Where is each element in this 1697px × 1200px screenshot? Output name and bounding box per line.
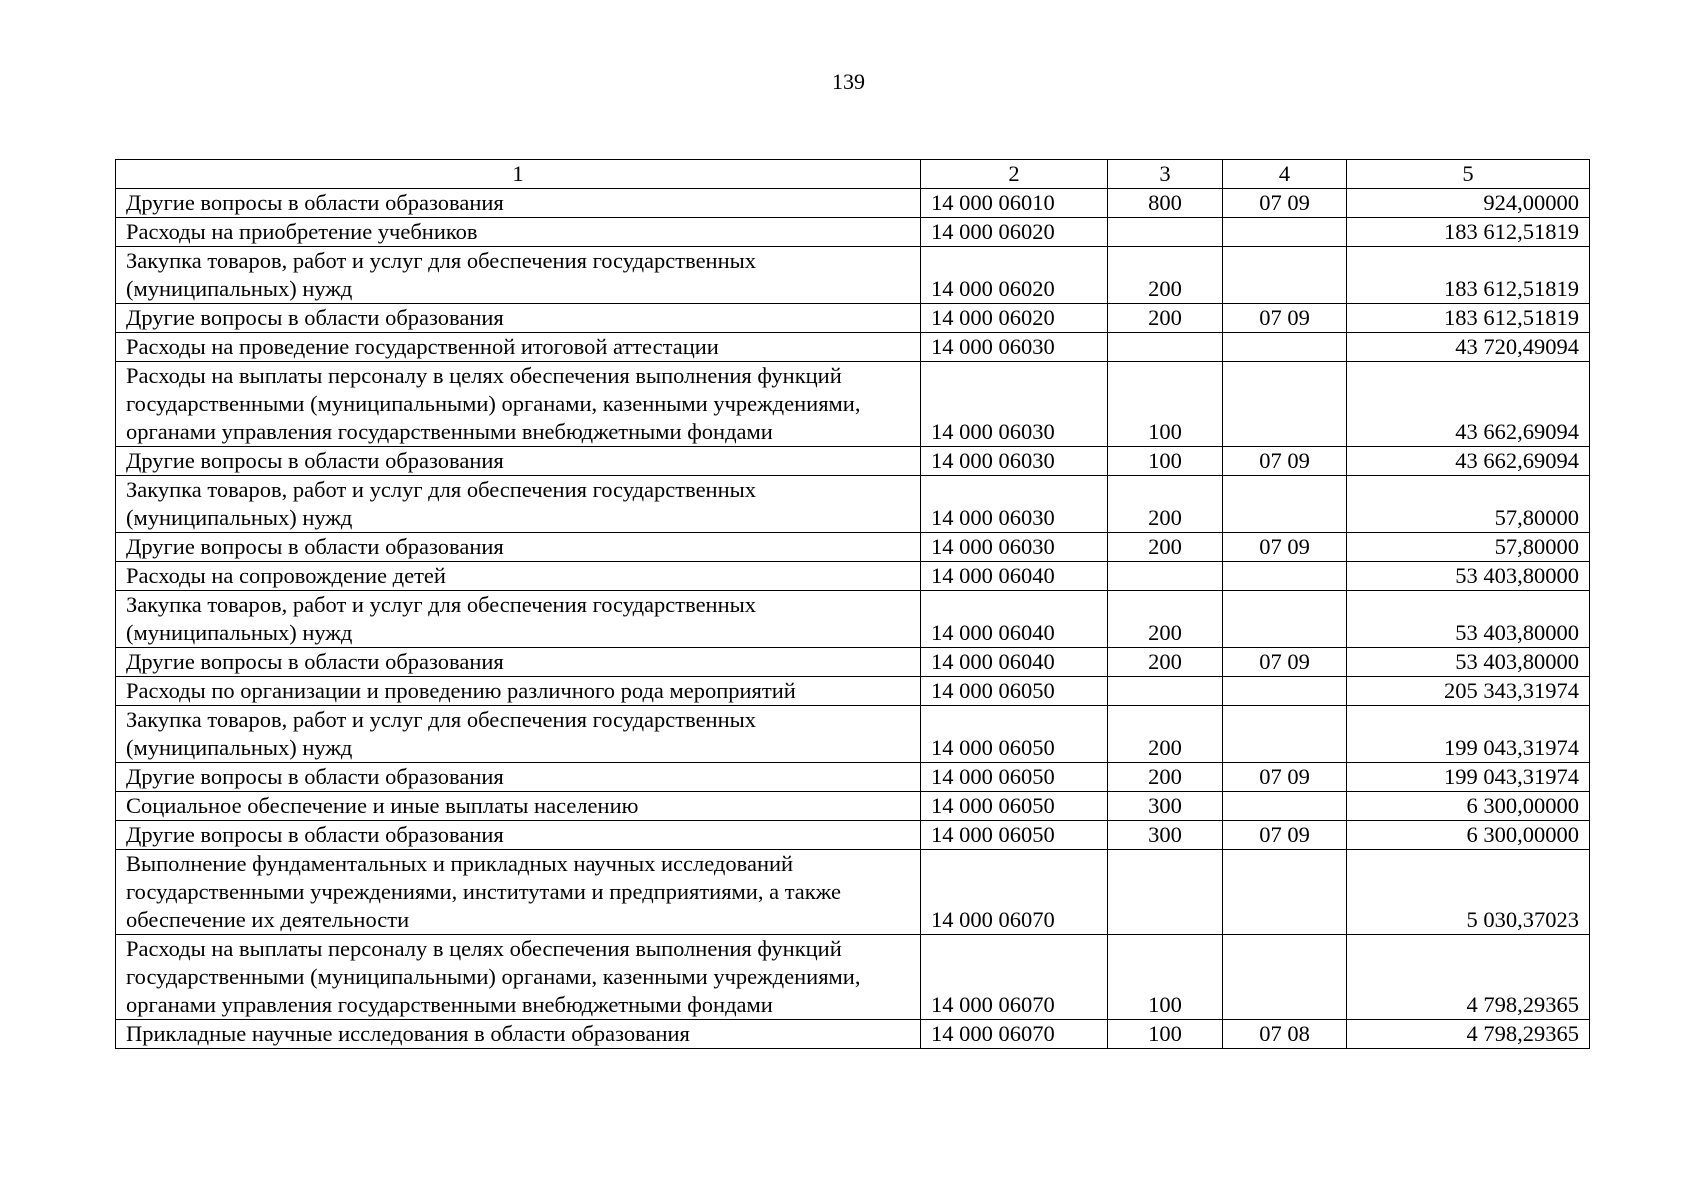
row-section-cell <box>1223 792 1347 821</box>
table-row <box>116 447 1590 476</box>
row-expense-type-cell: 200 <box>1108 304 1223 333</box>
budget-table <box>115 159 1590 1049</box>
row-expense-type-cell: 200 <box>1108 706 1223 763</box>
table-row <box>116 533 1590 562</box>
row-name-cell: Расходы на сопровождение детей <box>116 562 921 591</box>
row-section-cell: 07 09 <box>1223 304 1347 333</box>
table-row <box>116 935 1590 1020</box>
table-row <box>116 304 1590 333</box>
table-row <box>116 218 1590 247</box>
row-section-cell <box>1223 218 1347 247</box>
row-name-cell: Прикладные научные исследования в области образования <box>116 1020 921 1049</box>
row-section-cell: 07 08 <box>1223 1020 1347 1049</box>
row-expense-type-cell: 300 <box>1108 821 1223 850</box>
row-section-cell: 07 09 <box>1223 533 1347 562</box>
row-code-cell: 14 000 06070 <box>921 850 1108 935</box>
row-section-cell <box>1223 333 1347 362</box>
row-code-cell: 14 000 06050 <box>921 792 1108 821</box>
row-expense-type-cell <box>1108 562 1223 591</box>
row-name-cell: Другие вопросы в области образования <box>116 304 921 333</box>
row-amount-cell: 183 612,51819 <box>1347 218 1590 247</box>
table-body <box>116 189 1590 1049</box>
row-expense-type-cell: 200 <box>1108 648 1223 677</box>
row-code-cell: 14 000 06040 <box>921 562 1108 591</box>
row-name-cell: Закупка товаров, работ и услуг для обеспечения государственных (муниципальных) нужд <box>116 591 921 648</box>
table-row <box>116 706 1590 763</box>
table-row <box>116 362 1590 447</box>
page-number: 139 <box>832 69 865 94</box>
row-code-cell: 14 000 06020 <box>921 218 1108 247</box>
row-section-cell <box>1223 850 1347 935</box>
table-row <box>116 821 1590 850</box>
row-expense-type-cell: 100 <box>1108 362 1223 447</box>
table-row <box>116 763 1590 792</box>
row-amount-cell: 4 798,29365 <box>1347 935 1590 1020</box>
row-name-cell: Закупка товаров, работ и услуг для обеспечения государственных (муниципальных) нужд <box>116 476 921 533</box>
row-name-cell: Закупка товаров, работ и услуг для обеспечения государственных (муниципальных) нужд <box>116 247 921 304</box>
row-name-cell: Расходы на приобретение учебников <box>116 218 921 247</box>
row-name-cell: Закупка товаров, работ и услуг для обеспечения государственных (муниципальных) нужд <box>116 706 921 763</box>
row-name-cell: Другие вопросы в области образования <box>116 763 921 792</box>
row-name-cell: Социальное обеспечение и иные выплаты населению <box>116 792 921 821</box>
row-code-cell: 14 000 06050 <box>921 706 1108 763</box>
row-expense-type-cell: 300 <box>1108 792 1223 821</box>
table-row <box>116 850 1590 935</box>
header-col-2: 2 <box>921 160 1108 189</box>
row-name-cell: Расходы на выплаты персоналу в целях обеспечения выполнения функций государственными (муниципальными) органами, казенными учреждениями, органами управления государственными внебюджетными фондами <box>116 362 921 447</box>
row-section-cell <box>1223 935 1347 1020</box>
row-expense-type-cell <box>1108 850 1223 935</box>
header-col-4: 4 <box>1223 160 1347 189</box>
row-section-cell: 07 09 <box>1223 648 1347 677</box>
row-expense-type-cell: 100 <box>1108 447 1223 476</box>
row-code-cell: 14 000 06030 <box>921 533 1108 562</box>
row-code-cell: 14 000 06030 <box>921 362 1108 447</box>
row-name-cell: Другие вопросы в области образования <box>116 533 921 562</box>
row-code-cell: 14 000 06020 <box>921 247 1108 304</box>
row-expense-type-cell <box>1108 333 1223 362</box>
row-amount-cell: 183 612,51819 <box>1347 247 1590 304</box>
row-section-cell <box>1223 362 1347 447</box>
row-section-cell <box>1223 591 1347 648</box>
row-amount-cell: 6 300,00000 <box>1347 821 1590 850</box>
row-name-cell: Другие вопросы в области образования <box>116 189 921 218</box>
row-code-cell: 14 000 06030 <box>921 447 1108 476</box>
header-col-5: 5 <box>1347 160 1590 189</box>
table-row <box>116 591 1590 648</box>
row-amount-cell: 53 403,80000 <box>1347 591 1590 648</box>
row-code-cell: 14 000 06050 <box>921 677 1108 706</box>
row-amount-cell: 183 612,51819 <box>1347 304 1590 333</box>
table-row <box>116 562 1590 591</box>
row-amount-cell: 199 043,31974 <box>1347 763 1590 792</box>
row-expense-type-cell: 200 <box>1108 763 1223 792</box>
row-name-cell: Расходы на проведение государственной итоговой аттестации <box>116 333 921 362</box>
row-amount-cell: 205 343,31974 <box>1347 677 1590 706</box>
table-row <box>116 247 1590 304</box>
table-header <box>116 160 1590 189</box>
row-section-cell: 07 09 <box>1223 763 1347 792</box>
row-section-cell <box>1223 247 1347 304</box>
row-section-cell: 07 09 <box>1223 821 1347 850</box>
row-amount-cell: 199 043,31974 <box>1347 706 1590 763</box>
row-amount-cell: 53 403,80000 <box>1347 648 1590 677</box>
row-amount-cell: 43 720,49094 <box>1347 333 1590 362</box>
row-expense-type-cell <box>1108 677 1223 706</box>
row-expense-type-cell: 200 <box>1108 247 1223 304</box>
header-row <box>116 160 1590 189</box>
row-code-cell: 14 000 06040 <box>921 591 1108 648</box>
row-name-cell: Выполнение фундаментальных и прикладных научных исследований государственными учреждениями, институтами и предприятиями, а также обеспечение их деятельности <box>116 850 921 935</box>
row-name-cell: Другие вопросы в области образования <box>116 648 921 677</box>
row-expense-type-cell: 200 <box>1108 591 1223 648</box>
row-code-cell: 14 000 06010 <box>921 189 1108 218</box>
row-section-cell <box>1223 562 1347 591</box>
row-code-cell: 14 000 06050 <box>921 763 1108 792</box>
table-row <box>116 476 1590 533</box>
row-name-cell: Другие вопросы в области образования <box>116 447 921 476</box>
row-amount-cell: 57,80000 <box>1347 533 1590 562</box>
row-code-cell: 14 000 06070 <box>921 1020 1108 1049</box>
row-name-cell: Расходы на выплаты персоналу в целях обеспечения выполнения функций государственными (муниципальными) органами, казенными учреждениями, органами управления государственными внебюджетными фондами <box>116 935 921 1020</box>
row-amount-cell: 4 798,29365 <box>1347 1020 1590 1049</box>
table-row <box>116 648 1590 677</box>
header-col-3: 3 <box>1108 160 1223 189</box>
table-row <box>116 1020 1590 1049</box>
row-code-cell: 14 000 06070 <box>921 935 1108 1020</box>
row-amount-cell: 53 403,80000 <box>1347 562 1590 591</box>
row-amount-cell: 43 662,69094 <box>1347 362 1590 447</box>
row-amount-cell: 6 300,00000 <box>1347 792 1590 821</box>
table-row <box>116 333 1590 362</box>
row-expense-type-cell: 200 <box>1108 476 1223 533</box>
row-code-cell: 14 000 06030 <box>921 333 1108 362</box>
row-amount-cell: 5 030,37023 <box>1347 850 1590 935</box>
row-expense-type-cell <box>1108 218 1223 247</box>
row-code-cell: 14 000 06020 <box>921 304 1108 333</box>
table-row <box>116 189 1590 218</box>
row-name-cell: Расходы по организации и проведению различного рода мероприятий <box>116 677 921 706</box>
row-section-cell: 07 09 <box>1223 447 1347 476</box>
row-amount-cell: 57,80000 <box>1347 476 1590 533</box>
row-code-cell: 14 000 06030 <box>921 476 1108 533</box>
row-section-cell <box>1223 476 1347 533</box>
row-amount-cell: 43 662,69094 <box>1347 447 1590 476</box>
row-code-cell: 14 000 06040 <box>921 648 1108 677</box>
header-col-1: 1 <box>116 160 921 189</box>
table-row <box>116 677 1590 706</box>
row-expense-type-cell: 200 <box>1108 533 1223 562</box>
row-expense-type-cell: 100 <box>1108 935 1223 1020</box>
table-row <box>116 792 1590 821</box>
row-expense-type-cell: 100 <box>1108 1020 1223 1049</box>
row-name-cell: Другие вопросы в области образования <box>116 821 921 850</box>
row-section-cell <box>1223 706 1347 763</box>
row-section-cell <box>1223 677 1347 706</box>
row-amount-cell: 924,00000 <box>1347 189 1590 218</box>
row-expense-type-cell: 800 <box>1108 189 1223 218</box>
row-section-cell: 07 09 <box>1223 189 1347 218</box>
row-code-cell: 14 000 06050 <box>921 821 1108 850</box>
